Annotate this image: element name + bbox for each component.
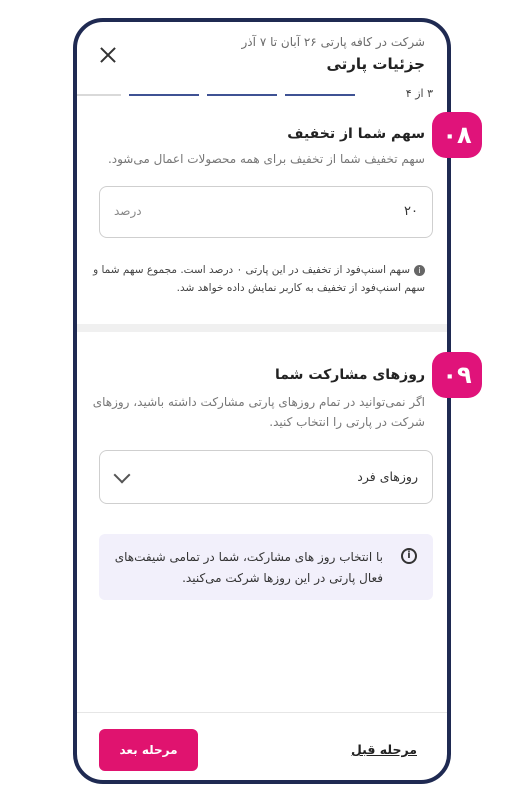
discount-note-text: سهم اسنپ‌فود از تخفیف در این پارتی ۰ درصد است. مجموع سهم شما و سهم اسنپ‌فود از تخفیف به کاربر نمایش داده خواهد شد. [93, 264, 425, 294]
days-title: روزهای مشارکت شما [275, 367, 425, 383]
step-badge-08: ۰۸ [432, 112, 482, 158]
step-2 [207, 94, 277, 96]
phone-frame [73, 18, 451, 784]
info-icon: i [401, 548, 417, 564]
party-subtitle: شرکت در کافه پارتی ۲۶ آبان تا ۷ آذر [241, 35, 425, 49]
close-icon[interactable] [97, 44, 119, 66]
discount-unit: درصد [114, 204, 142, 218]
prev-step-link[interactable]: مرحله قبل [350, 742, 417, 757]
days-info-text: با انتخاب روز های مشارکت، شما در تمامی شیفت‌های فعال پارتی در این روزها شرکت می‌کنید. [114, 550, 383, 585]
section-divider [77, 324, 447, 332]
discount-note [91, 261, 425, 297]
step-1 [285, 94, 355, 96]
info-icon: i [414, 265, 425, 276]
header [105, 35, 425, 73]
discount-value: ۲۰ [404, 204, 418, 219]
step-badge-09: ۰۹ [432, 352, 482, 398]
days-info-box [99, 534, 433, 600]
days-select[interactable] [99, 450, 433, 504]
footer-divider [77, 712, 447, 713]
step-3 [129, 94, 199, 96]
discount-description: سهم تخفیف شما از تخفیف برای همه محصولات اعمال می‌شود. [107, 152, 425, 166]
days-selected-value: روزهای فرد [357, 469, 418, 484]
next-step-button[interactable]: مرحله بعد [99, 729, 198, 771]
discount-title: سهم شما از تخفیف [287, 126, 425, 142]
days-description: اگر نمی‌توانید در تمام روزهای پارتی مشارکت داشته باشید، روزهای شرکت در پارتی را انتخاب کنید. [92, 395, 425, 429]
progress-steps [99, 89, 433, 101]
chevron-down-icon [114, 467, 131, 484]
discount-input[interactable] [99, 186, 433, 238]
step-count: ۳ از ۴ [405, 87, 433, 100]
page-title: جزئیات پارتی [326, 55, 425, 73]
step-4 [73, 94, 121, 96]
